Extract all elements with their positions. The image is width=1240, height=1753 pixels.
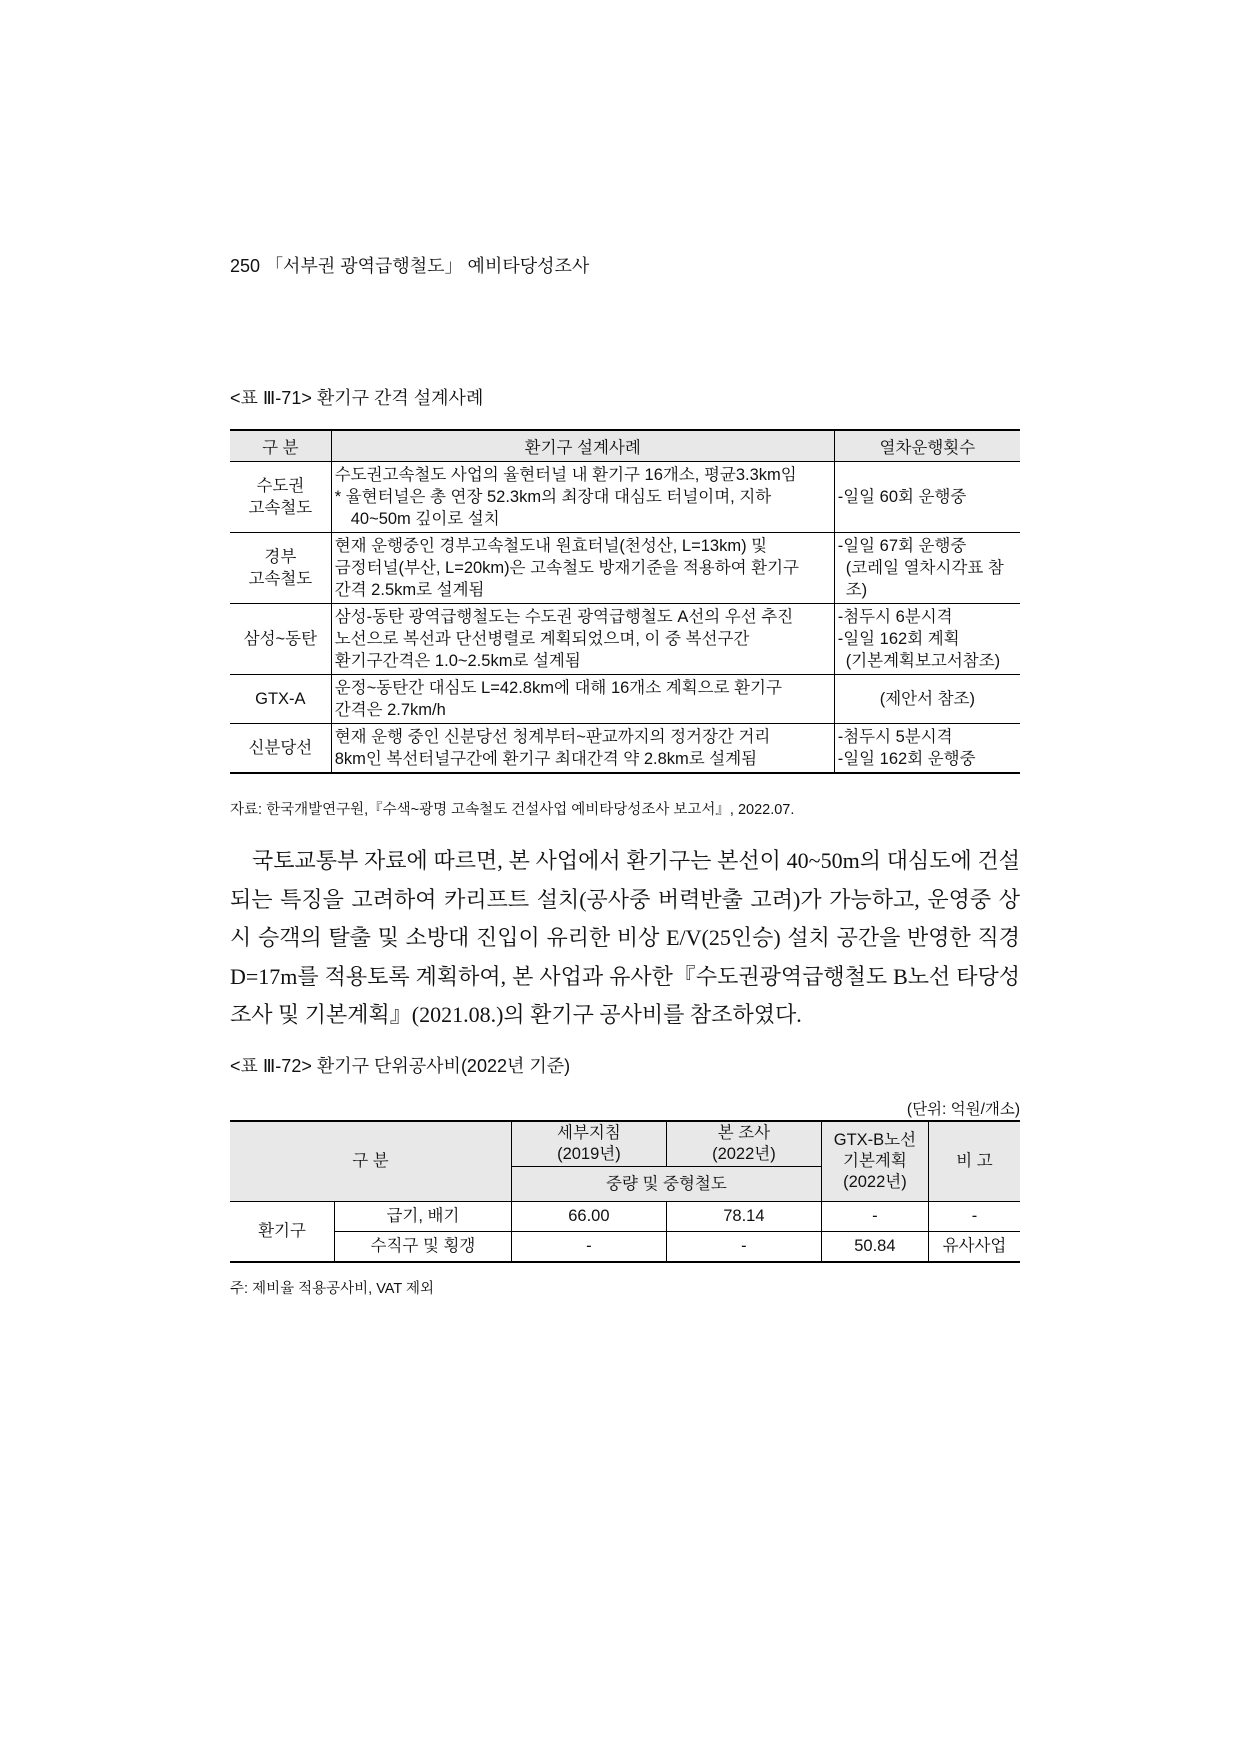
category-line: GTX-A <box>255 690 306 708</box>
row-operation <box>834 604 1020 675</box>
header-line: GTX-B노선 <box>833 1131 917 1149</box>
table72-caption: <표 Ⅲ-72> 환기구 단위공사비(2022년 기준) <box>230 1056 571 1076</box>
header-col3 <box>821 1121 928 1202</box>
design-line: 간격 2.5km로 설계됨 <box>334 581 485 599</box>
design-line: 수도권고속철도 사업의 율현터널 내 환기구 16개소, 평균3.3km임 <box>334 466 797 484</box>
table-header-row <box>230 430 1020 462</box>
header-category: 구 분 <box>230 430 331 462</box>
table71-source: 자료: 한국개발연구원,『수색~광명 고속철도 건설사업 예비타당성조사 보고서』, 2022.07. <box>230 802 795 818</box>
paragraph-text: 국토교통부 자료에 따르면, 본 사업에서 환기구는 본선이 40~50m의 대심도에 건설되는 특징을 고려하여 카리프트 설치(공사중 버력반출 고려)가 가능하고, 운영중 상시 승객의 탈출 및 소방대 진입이 유리한 비상 E/V(25인승) 설치 공간을 반영한 직경 D=17m를 적용토록 계획하여, 본 사업과 유사한『수도권광역급행철도 B노선 타당성조사 및 기본계획』(2021.08.)의 환기구 공사비를 참조하였다. <box>230 848 1020 1027</box>
row-value: 66.00 <box>511 1202 666 1232</box>
row-category <box>230 724 331 774</box>
operation-line: -일일 67회 운행중 <box>837 537 967 555</box>
header-category: 구 분 <box>230 1121 511 1202</box>
row-design <box>331 533 834 604</box>
header-line: 본 조사 <box>717 1124 771 1142</box>
row-operation <box>834 675 1020 724</box>
row-note: - <box>928 1202 1020 1232</box>
table-row <box>230 675 1020 724</box>
table-row <box>230 462 1020 533</box>
row-category <box>230 462 331 533</box>
design-line: * 율현터널은 총 연장 52.3km의 최장대 대심도 터널이며, 지하 <box>334 488 772 506</box>
report-title: 「서부권 광역급행철도」 예비타당성조사 <box>265 256 590 276</box>
table72-unit: (단위: 억원/개소) <box>906 1101 1020 1118</box>
header-col1 <box>511 1121 666 1167</box>
row-value: - <box>666 1232 821 1263</box>
operation-line: -첨두시 6분시격 <box>837 608 953 626</box>
header-col4: 비 고 <box>928 1121 1020 1202</box>
row-category <box>230 604 331 675</box>
design-line: 40~50m 깊이로 설치 <box>350 510 500 528</box>
table-header-row <box>230 1121 1020 1167</box>
table71-caption: <표 Ⅲ-71> 환기구 간격 설계사례 <box>230 388 484 408</box>
design-line: 8km인 복선터널구간에 환기구 최대간격 약 2.8km로 설계됨 <box>334 750 758 768</box>
header-line: (2022년) <box>712 1145 776 1163</box>
table-row <box>230 604 1020 675</box>
operation-line: -일일 162회 운행중 <box>837 750 976 768</box>
row-operation <box>834 724 1020 774</box>
row-category <box>230 675 331 724</box>
page-number: 250 <box>230 256 261 276</box>
header-operation: 열차운행횟수 <box>834 430 1020 462</box>
design-line: 노선으로 복선과 단선병렬로 계획되었으며, 이 중 복선구간 <box>334 630 750 648</box>
ventilation-design-table <box>230 429 1020 774</box>
category-line: 고속철도 <box>248 499 313 517</box>
design-line: 환기구간격은 1.0~2.5km로 설계됨 <box>334 652 581 670</box>
row-design <box>331 675 834 724</box>
table72-footnote: 주: 제비율 적용공사비, VAT 제외 <box>230 1281 435 1297</box>
header-design: 환기구 설계사례 <box>331 430 834 462</box>
table-row <box>230 533 1020 604</box>
design-line: 간격은 2.7km/h <box>334 701 446 719</box>
table-row <box>230 1202 1020 1232</box>
row-item: 수직구 및 횡갱 <box>335 1232 512 1263</box>
row-design <box>331 604 834 675</box>
category-line: 삼성~동탄 <box>243 630 318 648</box>
design-line: 금정터널(부산, L=20km)은 고속철도 방재기준을 적용하여 환기구 <box>334 559 799 577</box>
table-row <box>230 1232 1020 1263</box>
row-group: 환기구 <box>230 1202 335 1263</box>
table-row <box>230 724 1020 774</box>
design-line: 현재 운행 중인 신분당선 청계부터~판교까지의 정거장간 거리 <box>334 728 771 746</box>
row-category <box>230 533 331 604</box>
row-value: 50.84 <box>821 1232 928 1263</box>
row-value: - <box>821 1202 928 1232</box>
design-line: 현재 운행중인 경부고속철도내 원효터널(천성산, L=13km) 및 <box>334 537 768 555</box>
row-design <box>331 724 834 774</box>
row-value: - <box>511 1232 666 1263</box>
page-header <box>230 252 589 278</box>
category-line: 수도권 <box>256 477 305 495</box>
row-operation <box>834 462 1020 533</box>
header-col2 <box>666 1121 821 1167</box>
row-note: 유사사업 <box>928 1232 1020 1263</box>
operation-line: -일일 60회 운행중 <box>837 488 967 506</box>
operation-line: (기본계획보고서참조) <box>845 652 1001 670</box>
header-line: 세부지침 <box>557 1124 621 1142</box>
body-paragraph <box>230 842 1020 1035</box>
category-line: 신분당선 <box>248 739 313 757</box>
row-item: 급기, 배기 <box>335 1202 512 1232</box>
design-line: 운정~동탄간 대심도 L=42.8km에 대해 16개소 계획으로 환기구 <box>334 679 782 697</box>
row-value: 78.14 <box>666 1202 821 1232</box>
row-operation <box>834 533 1020 604</box>
category-line: 경부 <box>264 548 297 566</box>
design-line: 삼성-동탄 광역급행철도는 수도권 광역급행철도 A선의 우선 추진 <box>334 608 794 626</box>
header-line: (2022년) <box>843 1173 907 1191</box>
operation-line: -첨두시 5분시격 <box>837 728 953 746</box>
operation-line: (코레일 열차시각표 참조) <box>845 559 1004 599</box>
operation-line: -일일 162회 계획 <box>837 630 960 648</box>
category-line: 고속철도 <box>248 570 313 588</box>
unit-cost-table <box>230 1120 1020 1263</box>
header-line: 기본계획 <box>843 1152 907 1170</box>
header-sub: 중량 및 중형철도 <box>511 1167 821 1202</box>
header-line: (2019년) <box>557 1145 621 1163</box>
row-design <box>331 462 834 533</box>
operation-line: (제안서 참조) <box>879 690 975 708</box>
